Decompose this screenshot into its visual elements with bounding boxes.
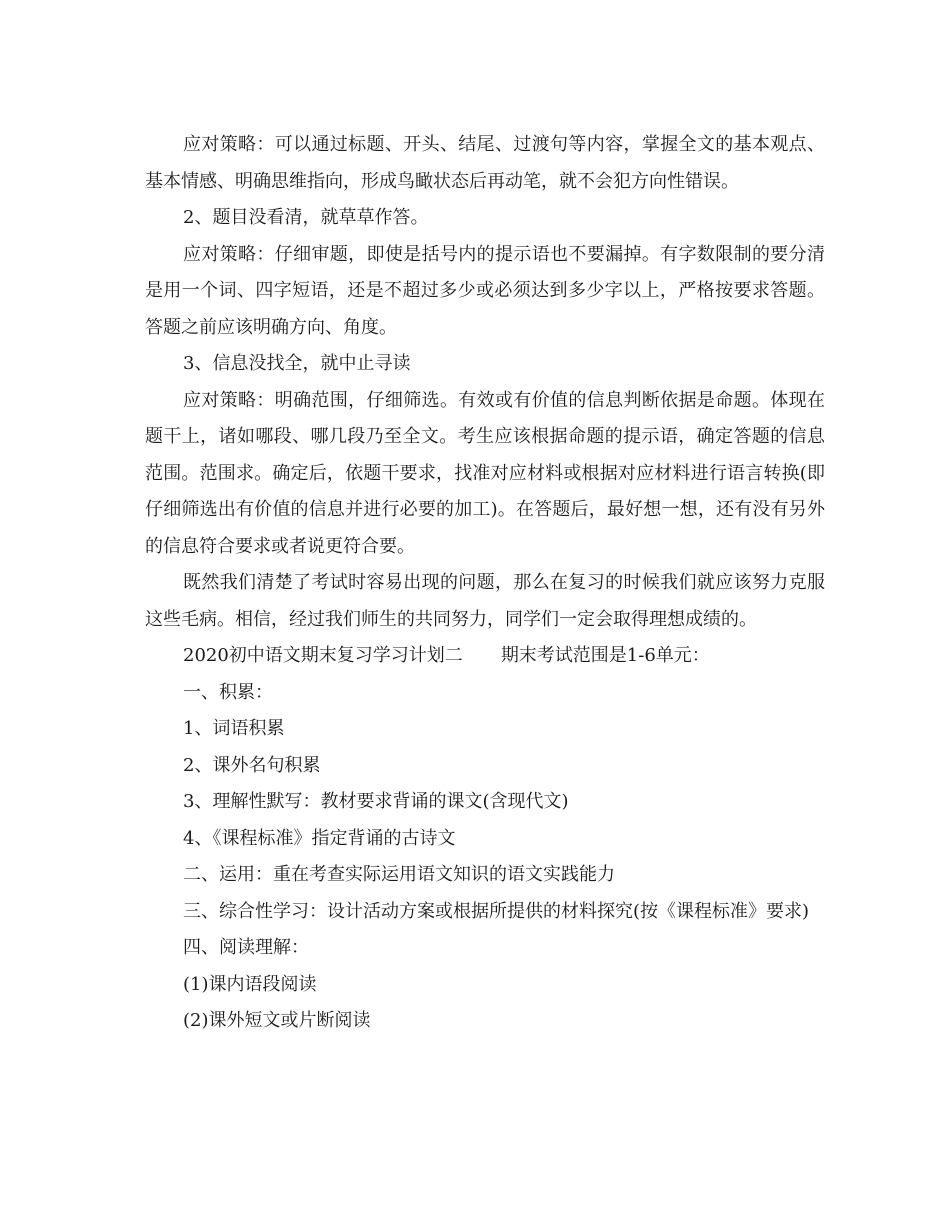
section-comprehensive-study: 三、综合性学习：设计活动方案或根据所提供的材料探究(按《课程标准》要求) — [183, 900, 810, 922]
section-item-dictation: 3、理解性默写：教材要求背诵的课文(含现代文) — [183, 791, 569, 812]
section-item-in-class-reading: (1)课内语段阅读 — [183, 973, 317, 995]
paragraph-strategy-2: 应对策略：仔细审题，即使是括号内的提示语也不要漏掉。有字数限制的要分清是用一个词、四字短语，还是不超过多少或必须达到多少字以上，严格按要求答题。答题之前应该明确方向、角度。 — [145, 243, 825, 338]
document-body — [145, 127, 825, 1040]
paragraph-issue-3: 3、信息没找全，就中止寻读 — [183, 353, 411, 374]
paragraph-issue-2: 2、题目没看清，就草草作答。 — [183, 207, 429, 228]
section-item-classical-poems: 4、《课程标准》指定背诵的古诗文 — [183, 827, 456, 849]
section-application: 二、运用：重在考查实际运用语文知识的语文实践能力 — [183, 864, 615, 885]
section-reading: 四、阅读理解： — [183, 937, 309, 958]
section-item-vocabulary: 1、词语积累 — [183, 718, 285, 739]
paragraph-strategy-3: 应对策略：明确范围，仔细筛选。有效或有价值的信息判断依据是命题。体现在题干上，诸如哪段、哪几段乃至全文。考生应该根据命题的提示语，确定答题的信息范围。范围求。确定后，依题干要求，找准对应材料或根据对应材料进行语言转换(即仔细筛选出有价值的信息并进行必要的加工)。在答题后，最好想一想，还有没有另外的信息符合要求或者说更符合要。 — [145, 389, 825, 557]
paragraph-strategy-1: 应对策略：可以通过标题、开头、结尾、过渡句等内容，掌握全文的基本观点、基本情感、明确思维指向，形成鸟瞰状态后再动笔，就不会犯方向性错误。 — [145, 134, 825, 192]
section-accumulation: 一、积累： — [183, 681, 273, 703]
section-item-extracurricular-reading: (2)课外短文或片断阅读 — [183, 1010, 371, 1031]
plan-title: 2020初中语文期末复习学习计划二 — [183, 645, 463, 666]
plan-scope: 期末考试范围是1-6单元： — [500, 645, 710, 666]
section-item-quotes: 2、课外名句积累 — [183, 754, 321, 776]
plan-heading — [145, 638, 825, 675]
paragraph-conclusion: 既然我们清楚了考试时容易出现的问题，那么在复习的时候我们就应该努力克服这些毛病。相信，经过我们师生的共同努力，同学们一定会取得理想成绩的。 — [145, 572, 825, 630]
